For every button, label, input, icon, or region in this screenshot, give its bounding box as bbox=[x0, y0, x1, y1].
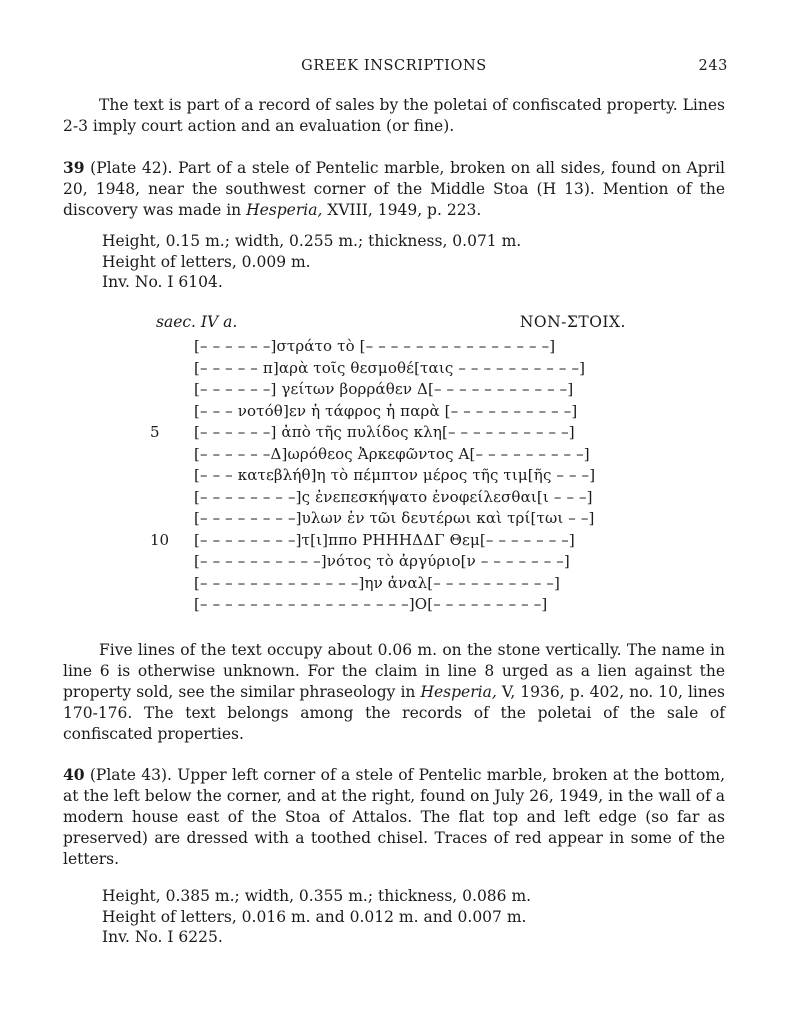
inscription-line: [– – – – – –Δ]ωρόθεος Ἀρκεφῶντος Α[– – – – – – – – –] bbox=[194, 444, 590, 463]
inscription-line: [– – – – – –]στράτο τὸ [– – – – – – – – – – – – – – –] bbox=[194, 337, 556, 355]
commentary-text-a: Five lines of the text occupy about 0.06 m. on the stone vertically. The name in line 6 is otherwise unknown. For the claim in line 8 urged as a lien against the property sold, see the similar phraseology in bbox=[63, 641, 725, 701]
inscription-line: [– – – – – – – –]υλων ἐν τῶι δευτέρωι καὶ τρί[τωι – –] bbox=[194, 509, 595, 527]
entry-40-number: 40 bbox=[63, 765, 85, 784]
entry-39-measurements bbox=[102, 231, 521, 293]
inscription-line: [– – – – – – – – – – – – –]ην ἀναλ[– – – – – – – – – –] bbox=[194, 573, 561, 592]
entry-40-text: (Plate 43). Upper left corner of a stele of Pentelic marble, broken at the bottom, at the left below the corner, and at the right, found on July 26, 1949, in the wall of a modern house east of the Stoa of Attalos. The flat top and left edge (so far as preserved) are dressed with a toothed chisel. Traces of red appear in some of the letters. bbox=[63, 766, 725, 868]
running-head-title: GREEK INSCRIPTIONS bbox=[301, 58, 487, 74]
intro-paragraph bbox=[63, 95, 725, 137]
entry-39-dimensions: Height, 0.15 m.; width, 0.255 m.; thickness, 0.071 m. bbox=[102, 232, 522, 250]
commentary-text-b: V, 1936, p. 402, no. 10, lines 170-176. The text belongs among the records of the poletai of the sale of confiscated properties. bbox=[63, 683, 726, 743]
entry-40-measurements bbox=[102, 886, 531, 948]
entry-39-text-a: (Plate 42). Part of a stele of Pentelic marble, broken on all sides, found on April 20, 1948, near the southwest corner of the Middle Stoa (H 13). Mention of the discovery was made in bbox=[63, 159, 725, 219]
entry-39-description bbox=[63, 157, 725, 221]
entry-39-text-b: XVIII, 1949, p. 223. bbox=[322, 201, 482, 219]
inscription-line: 5 [– – – – – –] ἀπὸ τῆς πυλίδος κλη[– – – – – – – – – –] bbox=[150, 423, 575, 441]
inscription-line: 10 [– – – – – – – –]τ[ι]ππο ΡΗΗΗΔΔΓ Θεμ[– – – – – – –] bbox=[150, 530, 575, 549]
page-number: 243 bbox=[698, 58, 728, 74]
entry-39-commentary bbox=[63, 640, 725, 745]
intro-text: The text is part of a record of sales by the poletai of confiscated property. Lines 2-3 imply court action and an evaluation (or fine). bbox=[63, 96, 725, 135]
entry-39-inventory: Inv. No. I 6104. bbox=[102, 273, 223, 291]
entry-40-letter-height: Height of letters, 0.016 m. and 0.012 m. and 0.007 m. bbox=[102, 907, 527, 926]
entry-40-description bbox=[63, 764, 725, 870]
inscription-line: [– – – κατεβλήθ]η τὸ πέμπτον μέρος τῆς τιμ[ῆς – – –] bbox=[194, 466, 596, 484]
entry-40-inventory: Inv. No. I 6225. bbox=[102, 928, 223, 946]
inscription-style: NON-ΣΤΟΙΧ. bbox=[519, 313, 626, 331]
entry-39-journal: Hesperia, bbox=[246, 201, 323, 219]
entry-39-letter-height: Height of letters, 0.009 m. bbox=[102, 252, 311, 271]
inscription-header bbox=[156, 313, 626, 333]
inscription-line: [– – – – – – – – – – – – – – – – –]Ο[– – – – – – – – –] bbox=[194, 595, 548, 613]
commentary-journal: Hesperia, bbox=[420, 683, 497, 701]
inscription-line: [– – – νοτόθ]εν ἡ τάφρος ἡ παρὰ [– – – – – – – – – –] bbox=[194, 401, 578, 420]
inscription-line: [– – – – – – – –]ς ἐνεπεσκήψατο ἐνοφείλεσθαι[ι – – –] bbox=[194, 487, 593, 506]
entry-39-number: 39 bbox=[63, 158, 85, 177]
inscription-text bbox=[150, 336, 610, 616]
inscription-line: [– – – – – – – – – –]νότος τὸ ἀργύριο[ν – – – – – – –] bbox=[194, 552, 570, 570]
inscription-date: saec. IV a. bbox=[156, 313, 238, 331]
inscription-line: [– – – – – π]αρὰ τοῖς θεσμοθέ[ταις – – – – – – – – – –] bbox=[194, 358, 586, 377]
entry-40-dimensions: Height, 0.385 m.; width, 0.355 m.; thickness, 0.086 m. bbox=[102, 887, 532, 905]
inscription-line: [– – – – – –] γείτων βορράθεν Δ[– – – – – – – – – – –] bbox=[194, 380, 574, 398]
running-head bbox=[60, 58, 728, 80]
